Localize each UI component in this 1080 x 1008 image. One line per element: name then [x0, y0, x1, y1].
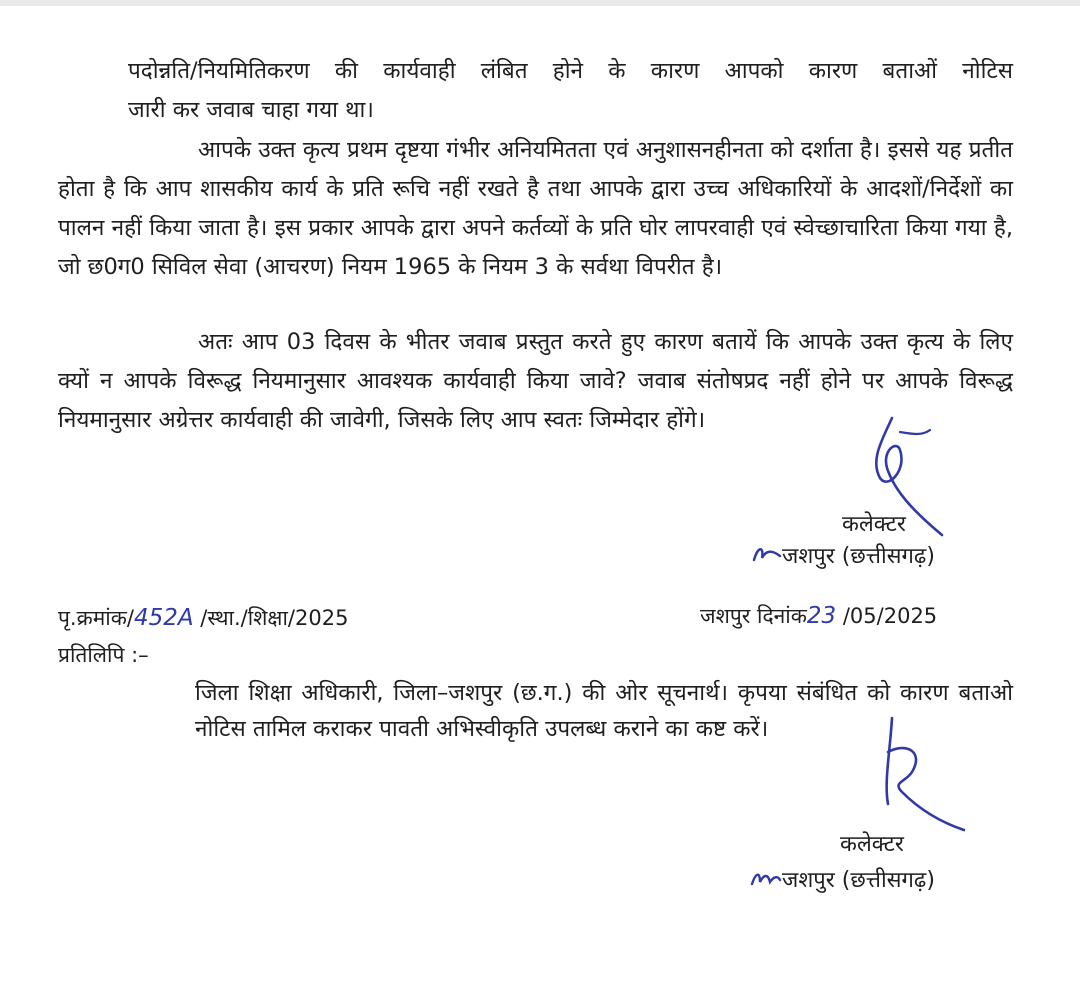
paragraph-1-line-1: पदोन्नति/नियमितिकरण की कार्यवाही लंबित होने के कारण आपको कारण बताओं नोटिस [128, 58, 1013, 84]
date-handwritten-day: 23 [806, 603, 837, 629]
signature-1-place: जशपुर (छत्तीसगढ़) [782, 544, 935, 569]
signature-2-place: जशपुर (छत्तीसगढ़) [782, 868, 935, 893]
reference-prefix: पृ.क्रमांक/ [58, 606, 134, 630]
copy-to-text: जिला शिक्षा अधिकारी, जिला–जशपुर (छ.ग.) की ओर सूचनार्थ। कृपया संबंधित को कारण बताओ नोटिस तामिल कराकर पावती अभिस्वीकृति उपलब्ध कराने का कष्ट करें। [195, 680, 1013, 742]
reference-date [700, 601, 937, 631]
reference-suffix: /स्था./शिक्षा/2025 [200, 606, 349, 630]
signature-1-title: कलेक्टर [842, 512, 906, 537]
paragraph-1 [58, 52, 1013, 130]
paragraph-2: आपके उक्त कृत्य प्रथम दृष्टया गंभीर अनियमितता एवं अनुशासनहीनता को दर्शाता है। इससे यह प्रतीत होता है कि आप शासकीय कार्य के प्रति रूचि नहीं रखते है तथा आपके द्वारा उच्च अधिकारियों के आदशों/निर्देशों का पालन नहीं किया जाता है। इस प्रकार आपके द्वारा अपने कर्तव्यों के प्रति घोर लापरवाही एवं स्वेच्छाचारिता किया गया है, जो छ0ग0 सिविल सेवा (आचरण) नियम 1965 के नियम 3 के सर्वथा विपरीत है। [58, 137, 1013, 280]
reference-number [58, 603, 348, 633]
paragraph-3: अतः आप 03 दिवस के भीतर जवाब प्रस्तुत करते हुए कारण बतायें कि आपके उक्त कृत्य के लिए क्यों न आपके विरूद्ध नियमानुसार आवश्यक कार्यवाही किया जावे? जवाब संतोषप्रद नहीं होने पर आपके विरूद्ध नियमानुसार अग्रेत्तर कार्यवाही की जावेगी, जिसके लिए आप स्वतः जिम्मेदार होंगे। [58, 329, 1013, 433]
page-top-edge [0, 0, 1080, 6]
reference-handwritten-number: 452A [133, 605, 194, 631]
copy-to-label: प्रतिलिपि :– [58, 643, 149, 667]
date-suffix: /05/2025 [842, 604, 938, 628]
date-prefix: जशपुर दिनांक [700, 604, 807, 628]
initials-1-icon [750, 542, 784, 566]
signature-2-title: कलेक्टर [840, 832, 904, 857]
initials-2-icon [748, 866, 784, 890]
paragraph-1-line-2: जारी कर जवाब चाहा गया था। [128, 97, 374, 123]
signature-2-icon [862, 712, 972, 837]
